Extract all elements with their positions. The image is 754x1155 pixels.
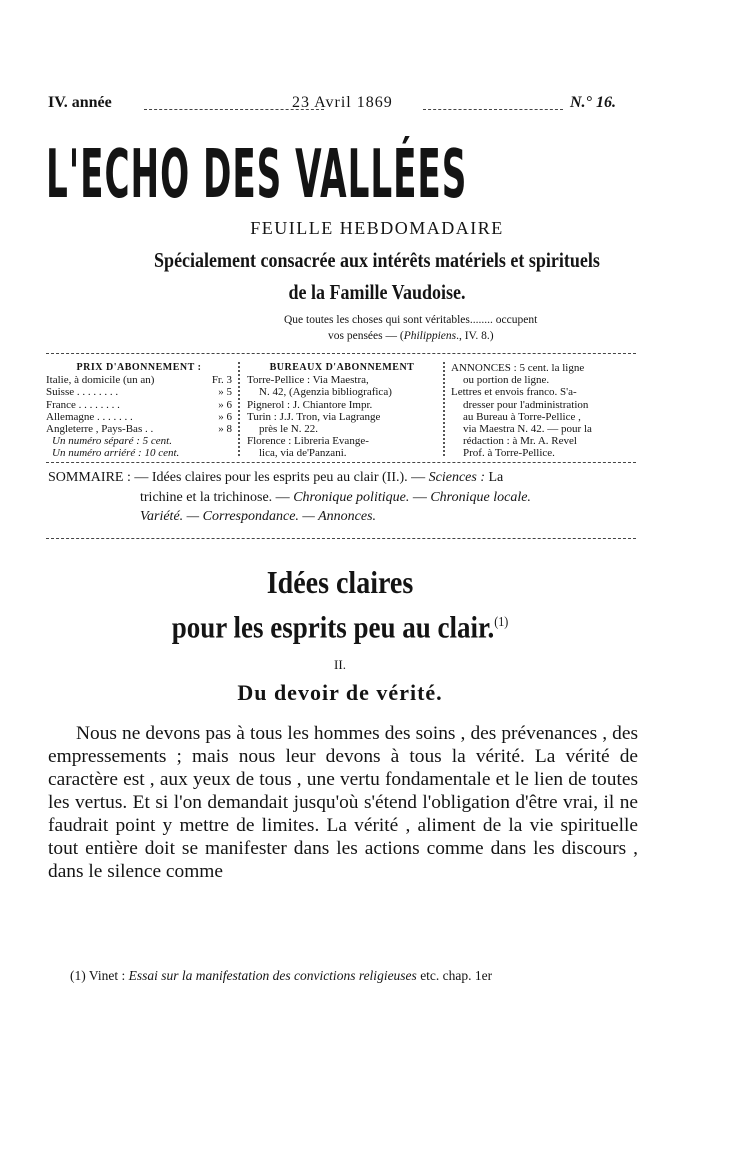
article-title: Idées claires: [266, 565, 414, 602]
subscription-rows: [46, 374, 232, 435]
footnote-mark: (1): [70, 968, 86, 983]
single-price-text: Un numéro séparé : 5 cent.: [52, 435, 172, 448]
section-title: Du devoir de vérité.: [237, 680, 443, 705]
summary-label: SOMMAIRE :: [48, 470, 131, 485]
epigraph-ref: Philippiens: [403, 330, 457, 342]
summary-line-1: [48, 468, 638, 488]
column-separator-1: [238, 362, 240, 456]
article-title-2: [0, 610, 680, 646]
epigraph-text: vos pensées — (: [328, 330, 404, 342]
masthead-tagline: Spécialement consacrée aux intérêts matériels et spirituels: [154, 248, 600, 272]
office-line: près le N. 22.: [259, 423, 318, 436]
subscription-box: [46, 362, 232, 460]
footnote-end: etc. chap. 1er: [420, 968, 493, 983]
issue-year: IV. année: [48, 94, 112, 111]
summary-text-2-italic-1: Chronique politique.: [293, 489, 410, 505]
column-separator-2: [443, 362, 445, 456]
announcement-line: dresser pour l'administration: [463, 398, 589, 411]
offices-title: BUREAUX D'ABONNEMENT: [269, 362, 415, 373]
article-paragraph: Nous ne devons pas à tous les hommes des soins , des prévenances , des empressements ; mais nous leur devons à tous la vérité. La vérité de caractère est , aux yeux de tous , une vertu fondamentale et le lien de toutes les vertus. Et si l'on demandait jusqu'où s'étend l'obligation d'être vrai, il ne faudrait point y mettre de limites. La vérité , aliment de la vie spirituelle tout entière doit se manifester dans les actions comme dans les discours , dans le silence comme: [48, 723, 638, 882]
footnote-author: Vinet :: [88, 968, 126, 983]
offices-rows: [247, 374, 437, 459]
summary: [48, 468, 638, 527]
summary-text-1: — Idées claires pour les esprits peu au clair (II.). —: [134, 470, 426, 485]
office-line: Torre-Pellice : Via Maestra,: [247, 374, 369, 387]
price-row: [46, 411, 232, 423]
header-rule-right: [423, 109, 563, 110]
article-title-2-text: pour les esprits peu au clair.: [171, 609, 495, 645]
price-country: Italie, à domicile (un an): [46, 374, 155, 387]
announcements-rows: [451, 362, 637, 460]
price-row: [46, 374, 232, 386]
back-price-text: Un numéro arriéré : 10 cent.: [52, 447, 180, 460]
announcement-line: au Bureau à Torre-Pellice ,: [463, 410, 581, 423]
issue-header: [48, 94, 638, 118]
rule-bottom: [46, 538, 636, 539]
announcements-box: [451, 362, 637, 460]
price-value: » 8: [218, 423, 232, 436]
announcement-line: Prof. à Torre-Pellice.: [463, 447, 555, 460]
masthead-subtitle: FEUILLE HEBDOMADAIRE: [250, 218, 504, 238]
epigraph: [284, 312, 624, 344]
rule-top: [46, 353, 636, 354]
announcement-line: Lettres et envois franco. S'a-: [451, 386, 577, 399]
price-value: » 5: [218, 386, 232, 399]
summary-text-3: Variété. — Correspondance. — Annonces.: [140, 509, 377, 524]
summary-text-1-italic: Sciences :: [428, 470, 485, 485]
article-part: II.: [334, 657, 346, 672]
announcement-line: via Maestra N. 42. — pour la: [463, 423, 592, 436]
summary-line-3: [48, 507, 638, 527]
issue-date: 23 Avril 1869: [292, 94, 393, 111]
office-line: Florence : Libreria Evange-: [247, 435, 369, 448]
footnote: [70, 968, 650, 984]
summary-text-1-end: La: [488, 470, 504, 485]
rule-middle: [46, 462, 636, 463]
summary-text-2-italic-2: Chronique locale.: [430, 489, 531, 505]
subscription-title: PRIX D'ABONNEMENT :: [76, 362, 202, 373]
price-country: France . . . . . . . .: [46, 398, 120, 411]
announcement-line: ou portion de ligne.: [463, 374, 550, 387]
article-body: [48, 722, 638, 883]
price-country: Allemagne . . . . . . .: [46, 410, 133, 423]
issue-number: N.° 16.: [570, 94, 616, 111]
masthead-title: L'ECHO DES VALLÉES: [46, 138, 468, 214]
office-line: N. 42, (Agenzia bibliografica): [259, 386, 392, 399]
epigraph-end: ., IV. 8.): [456, 330, 494, 342]
footnote-ref: (1): [494, 613, 509, 630]
summary-line-2: [48, 488, 638, 508]
epigraph-line-2: [284, 328, 624, 344]
price-country: Angleterre , Pays-Bas . .: [46, 423, 154, 436]
offices-box: [247, 362, 437, 460]
price-country: Suisse . . . . . . . .: [46, 386, 119, 399]
single-price: [46, 435, 232, 447]
price-value: » 6: [218, 410, 232, 423]
price-row: [46, 399, 232, 411]
announcement-line: ANNONCES : 5 cent. la ligne: [451, 362, 585, 374]
footnote-work: Essai sur la manifestation des convictions religieuses: [128, 968, 417, 983]
announcement-line: rédaction : à Mr. A. Revel: [463, 435, 577, 448]
office-line: Turin : J.J. Tron, via Lagrange: [247, 410, 381, 423]
back-price: [46, 447, 232, 459]
price-row: [46, 386, 232, 398]
summary-text-2-dash: —: [412, 489, 427, 505]
office-line: lica, via de'Panzani.: [259, 447, 347, 460]
masthead-tagline-2: de la Famille Vaudoise.: [288, 280, 466, 304]
price-value: » 6: [218, 398, 232, 411]
summary-text-2: trichine et la trichinose. —: [140, 489, 290, 505]
office-line: Pignerol : J. Chiantore Impr.: [247, 398, 373, 411]
epigraph-line-1: Que toutes les choses qui sont véritables........ occupent: [284, 314, 538, 326]
price-row: [46, 423, 232, 435]
price-value: Fr. 3: [211, 374, 232, 387]
